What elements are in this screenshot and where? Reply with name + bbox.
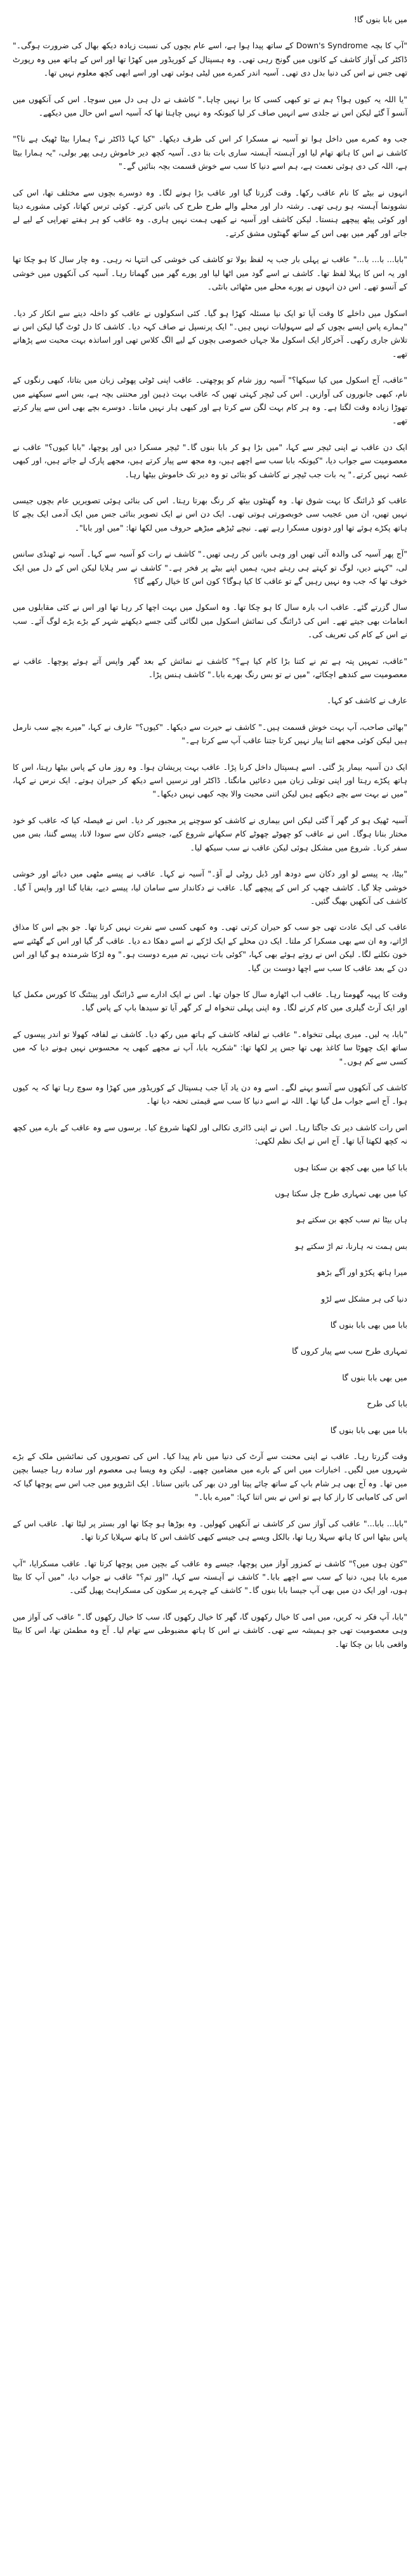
paragraph: "بابا... با... با..." عاقب نے پہلی بار جب یہ لفظ بولا تو کاشف کی خوشی کی انتہا نہ رہی۔ وہ چار سال کا ہو چکا تھا اور یہ اس کا پہلا لفظ تھا۔ کاشف نے اسے گود میں اٹھا لیا اور پورے گھر میں گھماتا رہا۔ آسیہ کی آنکھوں میں خوشی کے آنسو تھے۔ اس دن انہوں نے پورے محلے میں مٹھائی بانٹی۔ bbox=[13, 254, 407, 292]
paragraph: وقت کا پہیہ گھومتا رہا۔ عاقب اب اٹھارہ سال کا جوان تھا۔ اس نے ایک ادارے سے ڈرائنگ اور پینٹنگ کا کورس مکمل کیا اور ایک آرٹ گیلری میں کام کرنے لگا۔ وہ اپنی پہلی تنخواہ لے کر گھر آیا تو سیدھا باپ کے پاس گیا۔ bbox=[13, 989, 407, 1013]
paragraph: "بابا، یہ لیں۔ میری پہلی تنخواہ۔" عاقب نے لفافہ کاشف کے ہاتھ میں رکھ دیا۔ کاشف نے لفافہ کھولا تو اندر پیسوں کے ساتھ ایک چھوٹا سا کاغذ بھی تھا جس پر لکھا تھا: "شکریہ بابا، آپ نے مجھے کبھی یہ محسوس نہیں ہونے دیا کہ میں کسی سے کم ہوں۔" bbox=[13, 1029, 407, 1066]
paragraph: اس رات کاشف دیر تک جاگتا رہا۔ اس نے اپنی ڈائری نکالی اور لکھنا شروع کیا۔ برسوں سے وہ عاقب کے بارے میں کچھ نہ کچھ لکھتا آیا تھا۔ آج اس نے ایک نظم لکھی: bbox=[13, 1122, 407, 1146]
paragraph: عاقب کی ایک عادت تھی جو سب کو حیران کرتی تھی۔ وہ کبھی کسی سے نفرت نہیں کرتا تھا۔ جو بچے اس کا مذاق اڑاتے، وہ ان سے بھی مسکرا کر ملتا۔ ایک دن محلے کے ایک لڑکے نے اسے دھکا دے دیا۔ عاقب گر گیا اور اس کے گھٹنے سے خون نکلنے لگا۔ لیکن اس نے روتے ہوئے بھی کہا، "کوئی بات نہیں، تم میرے دوست ہو۔" وہ لڑکا شرمندہ ہو گیا اور اس دن کے بعد عاقب کا سب سے اچھا دوست بن گیا۔ bbox=[13, 922, 407, 973]
poem-line: بابا کیا میں بھی کچھ بن سکتا ہوں bbox=[294, 1162, 407, 1172]
poem-line: تمہاری طرح سب سے پیار کروں گا bbox=[292, 1346, 407, 1356]
poem-line: بابا کی طرح bbox=[367, 1399, 407, 1409]
paragraph: اسکول میں داخلے کا وقت آیا تو ایک نیا مسئلہ کھڑا ہو گیا۔ کئی اسکولوں نے عاقب کو داخلہ دینے سے انکار کر دیا۔ "ہمارے پاس ایسے بچوں کے لیے سہولیات نہیں ہیں۔" ایک پرنسپل نے صاف کہہ دیا۔ کاشف کا دل ٹوٹ گیا لیکن اس نے تلاش جاری رکھی۔ آخرکار ایک اسکول ملا جہاں خصوصی بچوں کے لیے الگ کلاس تھی اور اساتذہ بہت محبت سے پڑھاتے تھے۔ bbox=[13, 308, 407, 359]
paragraph: "بیٹا، یہ پیسے لو اور دکان سے دودھ اور ڈبل روٹی لے آؤ۔" آسیہ نے کہا۔ عاقب نے پیسے مٹھی میں دبائے اور خوشی خوشی چلا گیا۔ کاشف چھپ کر اس کے پیچھے گیا۔ عاقب نے دکاندار سے سامان لیا، پیسے دیے، بقایا گنا اور واپس آ گیا۔ کاشف کی آنکھیں بھیگ گئیں۔ bbox=[13, 869, 407, 906]
single-line: عارف نے کاشف کو کہا۔ bbox=[327, 696, 407, 706]
poem-line: کیا میں بھی تمہاری طرح چل سکتا ہوں bbox=[275, 1189, 407, 1198]
paragraph: سال گزرتے گئے۔ عاقب اب بارہ سال کا ہو چکا تھا۔ وہ اسکول میں بہت اچھا کر رہا تھا اور اس نے کئی مقابلوں میں انعامات بھی جیتے تھے۔ اس کی ڈرائنگ کی نمائش اسکول میں لگائی گئی جسے دیکھنے شہر کے بڑے بڑے لوگ آئے۔ سب نے اس کے کام کی تعریف کی۔ bbox=[13, 602, 407, 640]
poem-line: ہاں بیٹا تم سب کچھ بن سکتے ہو bbox=[296, 1215, 407, 1225]
paragraph: ایک دن آسیہ بیمار پڑ گئی۔ اسے ہسپتال داخل کرنا پڑا۔ عاقب بہت پریشان ہوا۔ وہ روز ماں کے پاس بیٹھا رہتا، اس کا ہاتھ پکڑے رہتا اور اپنی توتلی زبان میں دعائیں مانگتا۔ ڈاکٹر اور نرسیں اسے دیکھ کر حیران ہوتے۔ ایک نرس نے کہا، "میں نے بہت سے بچے دیکھے ہیں لیکن اتنی محبت والا بچہ کبھی نہیں دیکھا۔" bbox=[13, 762, 407, 799]
paragraph: آسیہ ٹھیک ہو کر گھر آ گئی لیکن اس بیماری نے کاشف کو سوچنے پر مجبور کر دیا۔ اس نے فیصلہ کیا کہ عاقب کو خود مختار بنانا ہوگا۔ اس نے عاقب کو چھوٹے چھوٹے کام سکھانے شروع کیے، جیسے دکان سے سودا لانا، پیسے گننا، بس میں سفر کرنا۔ شروع میں مشکل ہوئی لیکن عاقب نے سب سیکھ لیا۔ bbox=[13, 815, 407, 852]
title-line: میں بابا بنوں گا! bbox=[353, 15, 407, 24]
paragraph: "کون ہوں میں؟" کاشف نے کمزور آواز میں پوچھا، جیسے وہ عاقب کے بچپن میں پوچھا کرتا تھا۔ عاقب مسکرایا، "آپ میرے بابا ہیں، دنیا کے سب سے اچھے بابا۔" کاشف نے آہستہ سے کہا، "اور تم؟" عاقب نے جواب دیا، "میں آپ کا بیٹا ہوں، اور ایک دن میں بھی آپ جیسا بابا بنوں گا۔" کاشف کے چہرے پر سکون کی مسکراہٹ پھیل گئی۔ bbox=[13, 1558, 407, 1595]
paragraph: وقت گزرتا رہا۔ عاقب نے اپنی محنت سے آرٹ کی دنیا میں نام پیدا کیا۔ اس کی تصویروں کی نمائشیں ملک کے بڑے شہروں میں لگیں۔ اخبارات میں اس کے بارے میں مضامین چھپے۔ لیکن وہ ویسا ہی معصوم اور سادہ رہا جیسا بچپن میں تھا۔ وہ آج بھی ہر شام باپ کے ساتھ چائے پیتا اور دن بھر کی باتیں سناتا۔ ایک انٹرویو میں جب اس سے پوچھا گیا کہ اس کی کامیابی کا راز کیا ہے تو اس نے بس اتنا کہا: "میرے بابا۔" bbox=[13, 1451, 407, 1502]
paragraph: کاشف کی آنکھوں سے آنسو بہنے لگے۔ اسے وہ دن یاد آیا جب ہسپتال کے کوریڈور میں کھڑا وہ سوچ رہا تھا کہ یہ کیوں ہوا۔ آج اسے جواب مل گیا تھا۔ اللہ نے اسے دنیا کا سب سے قیمتی تحفہ دیا تھا۔ bbox=[13, 1082, 407, 1106]
paragraph: "بھائی صاحب، آپ بہت خوش قسمت ہیں۔" کاشف نے حیرت سے دیکھا۔ "کیوں؟" عارف نے کہا، "میرے بچے سب نارمل ہیں لیکن کوئی مجھے اتنا پیار نہیں کرتا جتنا عاقب آپ سے کرتا ہے۔" bbox=[13, 722, 407, 746]
poem-line: بابا میں بھی بابا بنوں گا bbox=[330, 1320, 407, 1330]
paragraph: "عاقب، تمہیں پتہ ہے تم نے کتنا بڑا کام کیا ہے؟" کاشف نے نمائش کے بعد گھر واپس آتے ہوئے پوچھا۔ عاقب نے معصومیت سے کندھے اچکائے، "میں نے تو بس رنگ بھرے بابا۔" کاشف ہنس پڑا۔ bbox=[13, 656, 407, 680]
paragraph: عاقب کو ڈرائنگ کا بہت شوق تھا۔ وہ گھنٹوں بیٹھ کر رنگ بھرتا رہتا۔ اس کی بنائی ہوئی تصویریں عام بچوں جیسی نہیں تھیں، ان میں عجیب سی خوبصورتی ہوتی تھی۔ ایک دن اس نے ایک تصویر بنائی جس میں ایک آدمی ایک بچے کا ہاتھ پکڑے ہوئے تھا اور دونوں مسکرا رہے تھے۔ نیچے ٹیڑھے میڑھے حروف میں لکھا تھا: "میں اور بابا"۔ bbox=[13, 495, 407, 532]
poem-line: میں بھی بابا بنوں گا bbox=[342, 1372, 407, 1382]
paragraph: انہوں نے بیٹے کا نام عاقب رکھا۔ وقت گزرتا گیا اور عاقب بڑا ہونے لگا۔ وہ دوسرے بچوں سے مختلف تھا، اس کی نشوونما آہستہ ہو رہی تھی۔ رشتہ دار اور محلے والے طرح طرح کی باتیں کرتے۔ کوئی ترس کھاتا، کوئی مشورے دیتا اور کوئی پیٹھ پیچھے ہنستا۔ لیکن کاشف اور آسیہ نے کبھی ہمت نہیں ہاری۔ وہ عاقب کو ہر ہفتے تھراپی کے لیے لے جاتے اور گھر میں بھی اس کے ساتھ گھنٹوں مشق کرتے۔ bbox=[13, 187, 407, 238]
paragraph: "یا اللہ یہ کیوں ہوا؟ ہم نے تو کبھی کسی کا برا نہیں چاہا۔" کاشف نے دل ہی دل میں سوچا۔ اس کی آنکھوں میں آنسو آ گئے لیکن اس نے جلدی سے انہیں صاف کر لیا کیونکہ وہ نہیں چاہتا تھا کہ آسیہ اسے اس حال میں دیکھے۔ bbox=[13, 94, 407, 118]
paragraph: "آپ کا بچہ Down's Syndrome کے ساتھ پیدا ہوا ہے، اسے عام بچوں کی نسبت زیادہ دیکھ بھال کی ضرورت ہوگی۔" ڈاکٹر کی آواز کاشف کے کانوں میں گونج رہی تھی۔ وہ ہسپتال کے کوریڈور میں کھڑا تھا اور اس کے ہاتھ میں وہ رپورٹ تھی جس نے اس کی دنیا بدل دی تھی۔ آسیہ اندر کمرے میں لیٹی ہوئی تھی اور اسے ابھی کچھ معلوم نہیں تھا۔ bbox=[13, 41, 407, 78]
paragraph: "آج پھر آسیہ کی والدہ آئی تھیں اور وہی باتیں کر رہی تھیں۔" کاشف نے رات کو آسیہ سے کہا۔ آسیہ نے ٹھنڈی سانس لی، "کہنے دیں، لوگ تو کہتے ہی رہتے ہیں، ہمیں اپنے بیٹے پر فخر ہے۔" کاشف نے سر ہلایا لیکن اس کے دل میں ایک خوف تھا کہ جب وہ نہیں رہیں گے تو عاقب کا کیا ہوگا؟ کون اس کا خیال رکھے گا؟ bbox=[13, 549, 407, 586]
poem-line: میرا ہاتھ پکڑو اور آگے بڑھو bbox=[317, 1267, 407, 1278]
paragraph: ایک دن عاقب نے اپنی ٹیچر سے کہا، "میں بڑا ہو کر بابا بنوں گا۔" ٹیچر مسکرا دیں اور پوچھا، "بابا کیوں؟" عاقب نے معصومیت سے جواب دیا، "کیونکہ بابا سب سے اچھے ہیں، وہ مجھ سے پیار کرتے ہیں، مجھے پارک لے جاتے ہیں، اور کبھی غصہ نہیں کرتے۔" یہ بات جب ٹیچر نے کاشف کو بتائی تو وہ دیر تک خاموش بیٹھا رہا۔ bbox=[13, 442, 407, 479]
paragraph: جب وہ کمرے میں داخل ہوا تو آسیہ نے مسکرا کر اس کی طرف دیکھا۔ "کیا کہا ڈاکٹر نے؟ ہمارا بیٹا ٹھیک ہے نا؟" کاشف نے اس کا ہاتھ تھام لیا اور آہستہ آہستہ ساری بات بتا دی۔ آسیہ کچھ دیر خاموش رہی پھر بولی، "یہ ہمارا بیٹا ہے، اللہ کی دی ہوئی نعمت ہے، ہم اسے دنیا کا سب سے خوش قسمت بچہ بنائیں گے۔" bbox=[13, 134, 407, 171]
poem-line: بس ہمت نہ ہارنا، تم اڑ سکتے ہو bbox=[295, 1241, 407, 1251]
paragraph: "بابا، آپ فکر نہ کریں، میں امی کا خیال رکھوں گا، گھر کا خیال رکھوں گا، سب کا خیال رکھوں گا۔" عاقب کی آواز میں وہی معصومیت تھی جو ہمیشہ سے تھی۔ کاشف نے اس کا ہاتھ مضبوطی سے تھام لیا۔ آج وہ مطمئن تھا، اس کا بیٹا واقعی بابا بن چکا تھا۔ bbox=[13, 1611, 407, 1649]
poem-line: بابا میں بھی بابا بنوں گا bbox=[330, 1425, 407, 1435]
paragraph: "بابا... بابا..." عاقب کی آواز سن کر کاشف نے آنکھیں کھولیں۔ وہ بوڑھا ہو چکا تھا اور بستر پر لیٹا تھا۔ عاقب اس کے پاس بیٹھا اس کا ہاتھ سہلا رہا تھا، بالکل ویسے ہی جیسے کبھی کاشف اس کا ہاتھ سہلایا کرتا تھا۔ bbox=[13, 1518, 407, 1542]
poem-line: دنیا کی ہر مشکل سے لڑو bbox=[321, 1293, 407, 1304]
paragraph: "عاقب، آج اسکول میں کیا سیکھا؟" آسیہ روز شام کو پوچھتی۔ عاقب اپنی ٹوٹی پھوٹی زبان میں بتاتا، کبھی رنگوں کے نام، کبھی جانوروں کی آوازیں۔ اس کی ٹیچر کہتی تھیں کہ عاقب بہت ذہین اور محنتی بچہ ہے، بس اسے سیکھنے میں تھوڑا زیادہ وقت لگتا ہے۔ وہ ہر کام بہت لگن سے کرتا ہے اور کبھی ہار نہیں مانتا۔ دوسرے بچے بھی اس سے پیار کرتے تھے۔ bbox=[13, 375, 407, 426]
